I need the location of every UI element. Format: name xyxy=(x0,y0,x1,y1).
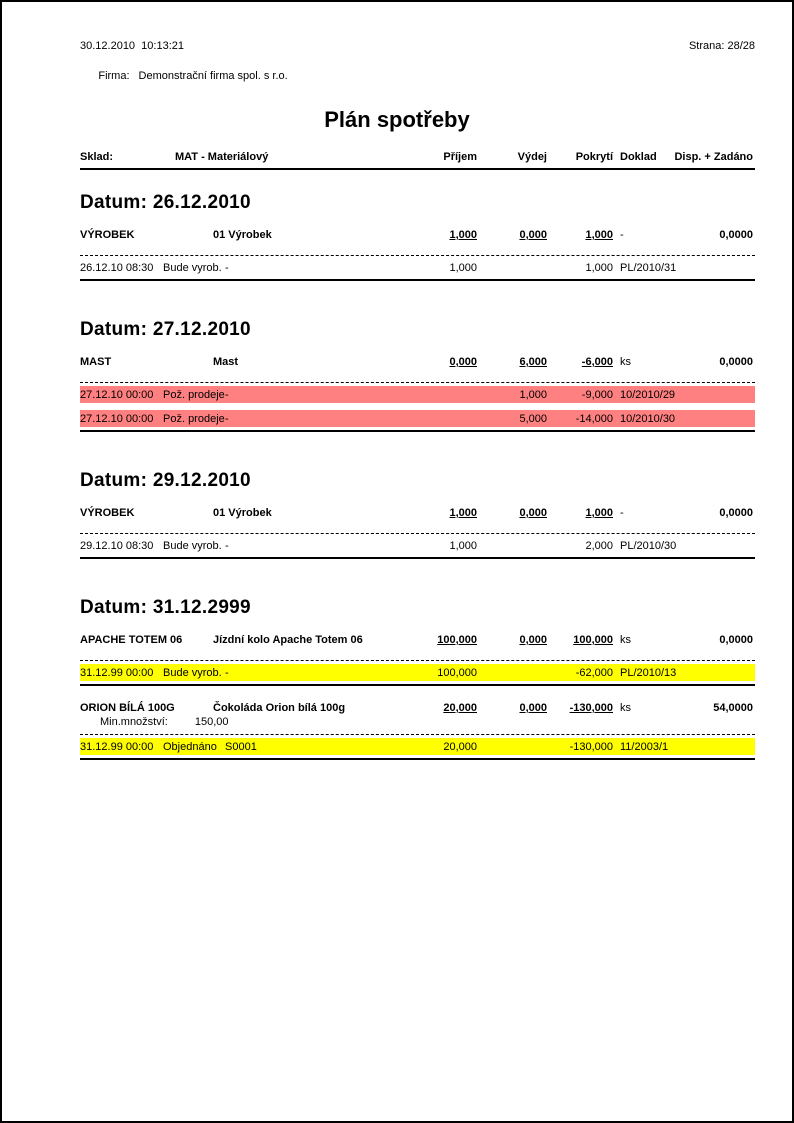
detail-row xyxy=(80,259,755,276)
product-row xyxy=(80,702,755,715)
detail-pokryti: -9,000 xyxy=(581,388,613,401)
date-section xyxy=(80,192,755,281)
detail-datetime: 26.12.10 08:30 xyxy=(80,261,154,274)
product-unit: - xyxy=(620,229,624,241)
col-disp: Disp. + Zadáno xyxy=(674,151,753,163)
detail-ref: - xyxy=(225,388,229,401)
report-title: Plán spotřeby xyxy=(324,107,470,132)
product-vydej: 0,000 xyxy=(519,507,547,519)
detail-prijem: 1,000 xyxy=(449,261,477,274)
detail-prijem: 20,000 xyxy=(443,740,477,753)
col-sklad-label: Sklad: xyxy=(80,151,114,163)
product-vydej: 0,000 xyxy=(519,702,547,714)
detail-prijem: 1,000 xyxy=(449,539,477,552)
product-prijem: 0,000 xyxy=(449,356,477,368)
product-group xyxy=(80,702,755,760)
detail-list xyxy=(80,382,755,430)
detail-action: Bude vyrob. xyxy=(163,666,222,679)
min-quantity-value: 150,00 xyxy=(194,716,229,728)
company-row xyxy=(80,55,755,97)
product-row xyxy=(80,229,755,242)
product-group xyxy=(80,356,755,432)
detail-list xyxy=(80,660,755,684)
product-unit: - xyxy=(620,507,624,519)
product-vydej: 6,000 xyxy=(519,356,547,368)
detail-datetime: 27.12.10 00:00 xyxy=(80,388,154,401)
meta-row xyxy=(80,39,755,53)
detail-doklad: PL/2010/30 xyxy=(620,539,677,552)
product-prijem: 100,000 xyxy=(437,634,477,646)
detail-pokryti: -14,000 xyxy=(575,412,613,425)
detail-row-highlight-red xyxy=(80,410,755,427)
product-pokryti: 100,000 xyxy=(573,634,613,646)
detail-row-highlight-yellow xyxy=(80,738,755,755)
product-pokryti: -130,000 xyxy=(569,702,613,714)
detail-action: Pož. prodeje xyxy=(163,388,225,401)
detail-pokryti: -62,000 xyxy=(575,666,613,679)
product-code: VÝROBEK xyxy=(80,507,135,519)
date-heading: Datum: 29.12.2010 xyxy=(80,470,251,491)
product-group xyxy=(80,507,755,559)
detail-vydej: 1,000 xyxy=(519,388,547,401)
detail-row xyxy=(80,537,755,554)
product-unit: ks xyxy=(620,356,631,368)
detail-datetime: 31.12.99 00:00 xyxy=(80,666,154,679)
detail-doklad: 11/2003/1 xyxy=(620,740,669,753)
report-content xyxy=(80,2,755,760)
detail-action: Bude vyrob. xyxy=(163,261,222,274)
detail-ref: - xyxy=(225,666,229,679)
detail-pokryti: -130,000 xyxy=(569,740,613,753)
detail-action: Objednáno xyxy=(163,740,217,753)
product-name: Jízdní kolo Apache Totem 06 xyxy=(213,634,363,646)
product-unit: ks xyxy=(620,702,631,714)
detail-list xyxy=(80,255,755,279)
date-section xyxy=(80,319,755,432)
detail-ref: S0001 xyxy=(225,740,257,753)
detail-datetime: 29.12.10 08:30 xyxy=(80,539,154,552)
product-unit: ks xyxy=(620,634,631,646)
report-datetime: 30.12.2010 10:13:21 xyxy=(80,40,184,52)
product-disp: 54,0000 xyxy=(713,702,753,714)
company-name: Demonstrační firma spol. s r.o. xyxy=(138,70,288,82)
detail-vydej: 5,000 xyxy=(519,412,547,425)
product-disp: 0,0000 xyxy=(719,634,753,646)
min-quantity-label: Min.množství: xyxy=(100,716,168,728)
detail-list xyxy=(80,533,755,557)
product-row xyxy=(80,507,755,520)
col-sklad-value: MAT - Materiálový xyxy=(175,151,269,163)
product-vydej: 0,000 xyxy=(519,229,547,241)
product-row xyxy=(80,356,755,369)
product-name: 01 Výrobek xyxy=(213,229,272,241)
product-group xyxy=(80,229,755,281)
detail-ref: - xyxy=(225,261,229,274)
detail-list xyxy=(80,734,755,758)
detail-action: Bude vyrob. xyxy=(163,539,222,552)
product-disp: 0,0000 xyxy=(719,356,753,368)
date-heading: Datum: 31.12.2999 xyxy=(80,597,251,618)
product-code: APACHE TOTEM 06 xyxy=(80,634,183,646)
product-pokryti: 1,000 xyxy=(585,507,613,519)
detail-datetime: 27.12.10 00:00 xyxy=(80,412,154,425)
product-prijem: 1,000 xyxy=(449,229,477,241)
product-name: Čokoláda Orion bílá 100g xyxy=(213,702,346,714)
page-number: Strana: 28/28 xyxy=(688,40,755,52)
col-doklad: Doklad xyxy=(620,151,657,163)
detail-doklad: PL/2010/31 xyxy=(620,261,677,274)
col-doklad-disp xyxy=(613,150,755,164)
detail-pokryti: 2,000 xyxy=(585,539,613,552)
product-disp: 0,0000 xyxy=(719,229,753,241)
product-name: Mast xyxy=(213,356,239,368)
product-prijem: 1,000 xyxy=(449,507,477,519)
product-row xyxy=(80,634,755,647)
product-code: MAST xyxy=(80,356,112,368)
product-disp: 0,0000 xyxy=(719,507,753,519)
product-code: VÝROBEK xyxy=(80,229,135,241)
detail-datetime: 31.12.99 00:00 xyxy=(80,740,154,753)
detail-row-highlight-yellow xyxy=(80,664,755,681)
date-heading: Datum: 27.12.2010 xyxy=(80,319,251,340)
product-group xyxy=(80,634,755,686)
product-pokryti: -6,000 xyxy=(581,356,613,368)
detail-doklad: 10/2010/29 xyxy=(620,388,676,401)
detail-ref: - xyxy=(225,539,229,552)
column-header-row xyxy=(80,150,755,170)
product-pokryti: 1,000 xyxy=(585,229,613,241)
product-name: 01 Výrobek xyxy=(213,507,272,519)
col-vydej: Výdej xyxy=(517,151,547,163)
detail-pokryti: 1,000 xyxy=(585,261,613,274)
detail-prijem: 100,000 xyxy=(437,666,477,679)
detail-doklad: 10/2010/30 xyxy=(620,412,676,425)
date-section xyxy=(80,597,755,760)
detail-action: Pož. prodeje xyxy=(163,412,225,425)
detail-ref: - xyxy=(225,412,229,425)
product-code: ORION BÍLÁ 100G xyxy=(80,702,175,714)
col-prijem: Příjem xyxy=(443,151,477,163)
company-label: Firma: xyxy=(98,70,130,82)
date-section xyxy=(80,470,755,559)
detail-doklad: PL/2010/13 xyxy=(620,666,677,679)
date-heading: Datum: 26.12.2010 xyxy=(80,192,251,213)
product-vydej: 0,000 xyxy=(519,634,547,646)
min-quantity-row xyxy=(80,716,755,729)
col-pokryti: Pokrytí xyxy=(575,151,613,163)
product-prijem: 20,000 xyxy=(443,702,477,714)
detail-row-highlight-red xyxy=(80,386,755,403)
